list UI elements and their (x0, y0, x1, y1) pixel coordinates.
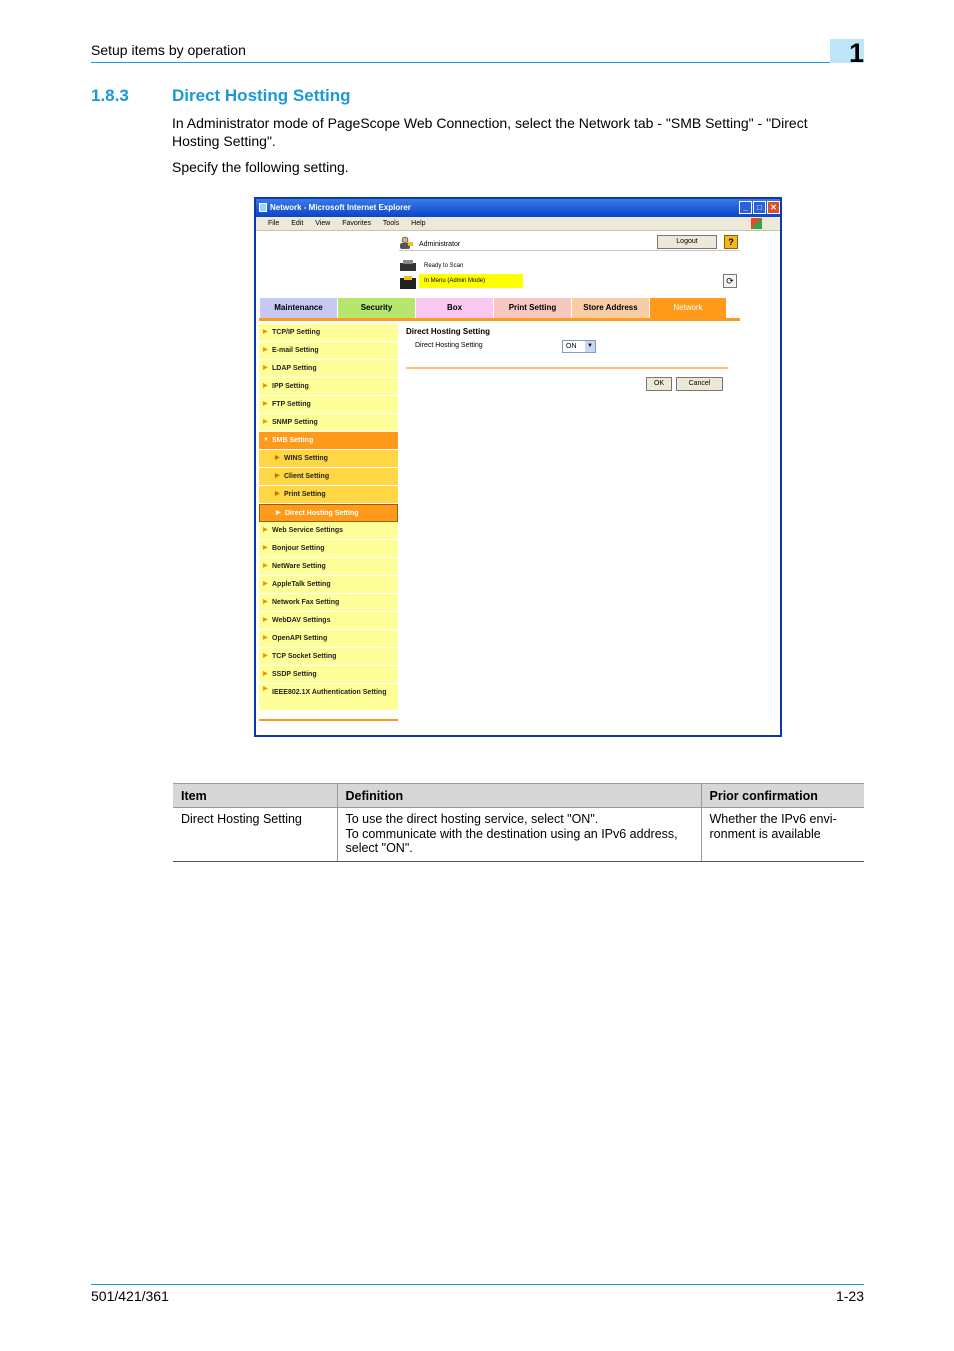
model-number: 501/421/361 (91, 1288, 169, 1304)
sidebar-nav (259, 324, 398, 721)
definition-line: To communicate with the destination using an IPv6 address, (345, 826, 678, 841)
sidebar-item-wins[interactable]: ▶ WINS Setting (259, 450, 398, 468)
sidebar-item-ssdp[interactable]: ▶ SSDP Setting (259, 666, 398, 684)
help-icon[interactable]: ? (724, 235, 738, 249)
mode-status-bar: In Menu (Admin Mode) (419, 274, 523, 288)
refresh-icon[interactable]: ⟳ (723, 274, 737, 288)
intro-paragraph (172, 114, 862, 150)
menu-file[interactable]: File (268, 220, 280, 227)
menu-edit[interactable]: Edit (291, 220, 304, 227)
table-row (173, 808, 864, 862)
cell-item: Direct Hosting Setting (173, 808, 337, 862)
tab-network[interactable]: Network (650, 298, 726, 320)
sidebar-item-web-service[interactable]: ▶ Web Service Settings (259, 522, 398, 540)
menu-bar (256, 217, 780, 231)
chapter-number: 1 (849, 38, 865, 68)
sidebar-item-network-fax[interactable]: ▶ Network Fax Setting (259, 594, 398, 612)
browser-screenshot (254, 197, 782, 737)
windows-logo-icon (751, 218, 762, 229)
ok-button[interactable]: OK (646, 377, 672, 391)
sidebar-item-email[interactable]: ▶ E-mail Setting (259, 342, 398, 360)
tab-store-address[interactable]: Store Address (572, 298, 649, 318)
menu-tools[interactable]: Tools (382, 220, 400, 227)
column-header-item: Item (173, 784, 337, 808)
definition-line: select "ON". (345, 841, 413, 855)
minimize-icon[interactable]: _ (739, 201, 752, 214)
sidebar-item-ipp[interactable]: ▶ IPP Setting (259, 378, 398, 396)
sidebar-item-appletalk[interactable]: ▶ AppleTalk Setting (259, 576, 398, 594)
status-label: Ready to Scan (424, 263, 464, 269)
sidebar-item-snmp[interactable]: ▶ SNMP Setting (259, 414, 398, 432)
intro-line: Hosting Setting". (172, 133, 276, 149)
tab-bar (259, 298, 740, 320)
sidebar-bottom-rule (259, 719, 398, 721)
sidebar-item-ldap[interactable]: ▶ LDAP Setting (259, 360, 398, 378)
sidebar-item-openapi[interactable]: ▶ OpenAPI Setting (259, 630, 398, 648)
sidebar-item-tcpip[interactable]: ▶ TCP/IP Setting (259, 324, 398, 342)
menu-help[interactable]: Help (411, 220, 426, 227)
window-titlebar (256, 199, 780, 217)
running-header: Setup items by operation (91, 42, 246, 58)
sidebar-item-ftp[interactable]: ▶ FTP Setting (259, 396, 398, 414)
window-title: Network - Microsoft Internet Explorer (270, 203, 411, 212)
cancel-button[interactable]: Cancel (676, 377, 723, 391)
cell-definition (337, 808, 701, 862)
prior-line: ronment is available (709, 826, 821, 841)
intro-line: In Administrator mode of PageScope Web Connection, select the Network tab - "SMB Setting" - "Direct (172, 115, 808, 131)
web-page (259, 232, 774, 732)
menu-favorites[interactable]: Favorites (342, 220, 372, 227)
sidebar-item-bonjour[interactable]: ▶ Bonjour Setting (259, 540, 398, 558)
table-header-row (173, 784, 864, 808)
maximize-icon[interactable]: □ (753, 201, 766, 214)
instruction-text: Specify the following setting. (172, 159, 349, 175)
tab-box[interactable]: Box (416, 298, 493, 318)
column-header-definition: Definition (337, 784, 701, 808)
section-title: Direct Hosting Setting (172, 86, 351, 105)
sidebar-item-netware[interactable]: ▶ NetWare Setting (259, 558, 398, 576)
page-number: 1-23 (835, 1288, 864, 1304)
header-rule (91, 62, 864, 63)
chevron-down-icon[interactable]: ▼ (585, 341, 595, 352)
footer-rule (91, 1284, 864, 1285)
logout-button[interactable]: Logout (657, 235, 717, 249)
content-heading: Direct Hosting Setting (406, 327, 491, 336)
sidebar-item-ieee8021x[interactable]: ▶ IEEE802.1X Authentication Setting (259, 684, 398, 711)
definition-line: To use the direct hosting service, select "ON". (345, 812, 599, 826)
device-mode-icon (399, 276, 417, 290)
column-header-prior-confirmation: Prior confirmation (701, 784, 864, 808)
admin-divider (399, 250, 739, 251)
printer-icon (399, 260, 417, 272)
close-icon[interactable]: ✕ (767, 201, 780, 214)
direct-hosting-label: Direct Hosting Setting (415, 342, 483, 349)
sidebar-item-client[interactable]: ▶ Client Setting (259, 468, 398, 486)
sidebar-item-tcp-socket[interactable]: ▶ TCP Socket Setting (259, 648, 398, 666)
ie-icon (259, 203, 267, 212)
direct-hosting-value: ON (566, 343, 577, 350)
tab-print-setting[interactable]: Print Setting (494, 298, 571, 318)
prior-line: Whether the IPv6 envi- (709, 812, 837, 826)
tab-security[interactable]: Security (338, 298, 415, 318)
administrator-icon (399, 236, 413, 249)
administrator-label: Administrator (419, 241, 461, 248)
tab-underline (259, 318, 740, 321)
tab-maintenance[interactable]: Maintenance (260, 298, 337, 318)
sidebar-item-direct-hosting[interactable]: ▶ Direct Hosting Setting (259, 504, 398, 522)
menu-view[interactable]: View (315, 220, 331, 227)
sidebar-item-smb[interactable]: ▼ SMB Setting (259, 432, 398, 450)
direct-hosting-select[interactable] (562, 340, 596, 353)
sidebar-item-webdav[interactable]: ▶ WebDAV Settings (259, 612, 398, 630)
section-number: 1.8.3 (91, 86, 129, 105)
settings-table (173, 783, 864, 862)
sidebar-item-print[interactable]: ▶ Print Setting (259, 486, 398, 504)
cell-prior-confirmation (701, 808, 864, 862)
content-divider (406, 367, 728, 369)
